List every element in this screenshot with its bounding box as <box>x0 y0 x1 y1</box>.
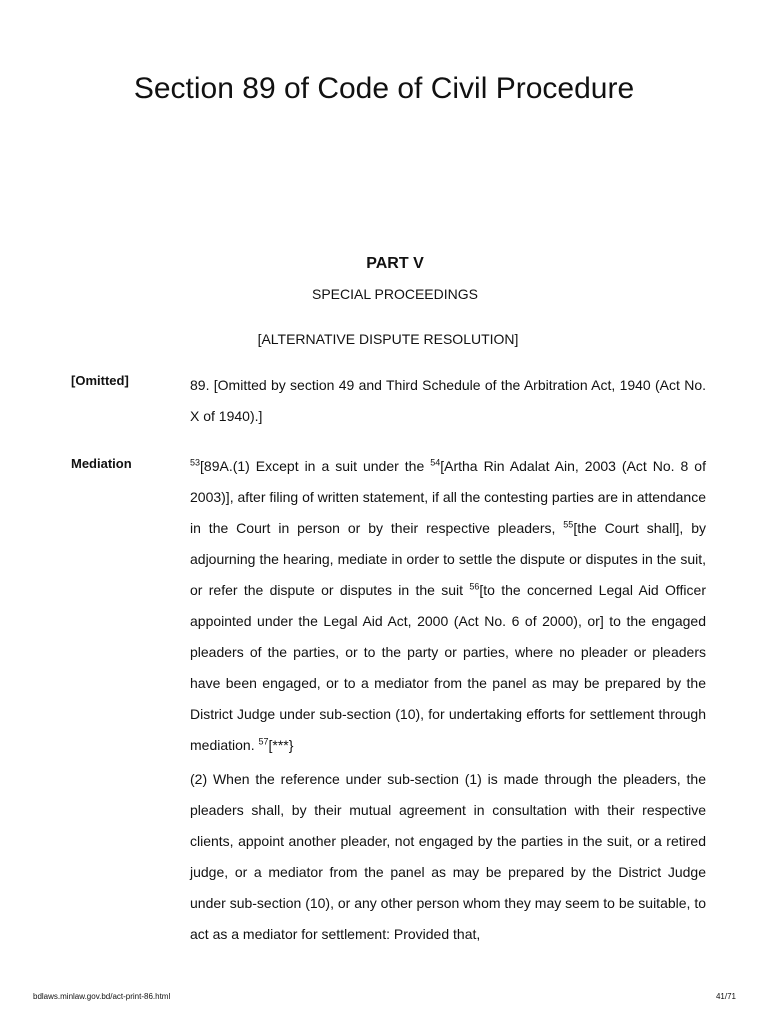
margin-note-omitted: [Omitted] <box>71 373 129 388</box>
text-run: [89A.(1) Except in a suit under the <box>200 458 431 474</box>
section-89a-text <box>190 451 706 950</box>
document-title: Section 89 of Code of Civil Procedure <box>133 72 635 105</box>
footnote-ref: 56 <box>469 581 480 592</box>
footnote-ref: 55 <box>563 519 574 530</box>
footnote-ref: 53 <box>190 457 201 468</box>
section-89-text <box>190 370 706 432</box>
text-run: [to the concerned Legal Aid Officer appointed under the Legal Aid Act, 2000 (Act No. 6 of 2000), or] to the engaged pleaders of the parties, or to the party or parties, where no pleader or pleaders have been engaged, or to a mediator from the panel as may be prepared by the District Judge under sub-section (10), for undertaking efforts for settlement through mediation. <box>190 582 706 753</box>
text-run: [Artha Rin Adalat Ain, 2003 (Act No. 8 of 2003)], after filing of written statement, if all the contesting parties are in attendance in the Court in person or by their respective pleaders, <box>190 458 706 536</box>
paragraph <box>190 764 706 950</box>
footnote-ref: 57 <box>258 736 269 747</box>
footer-url: bdlaws.minlaw.gov.bd/act-print-86.html <box>33 992 171 1001</box>
margin-note-mediation: Mediation <box>71 456 132 471</box>
paragraph <box>190 370 706 432</box>
part-subheading: SPECIAL PROCEEDINGS <box>312 286 478 302</box>
page-number: 41/71 <box>715 992 736 1001</box>
paragraph <box>190 451 706 761</box>
part-heading: PART V <box>366 255 424 272</box>
text-run: [***} <box>268 737 294 753</box>
text-run: (2) When the reference under sub-section (1) is made through the pleaders, the pleaders shall, by their mutual agreement in consultation with their respective clients, appoint another pleader, not engaged by the parties in the suit, or a retired judge, or a mediator from the panel as may be prepared by the District Judge under sub-section (10), or any other person whom they may seem to be suitable, to act as a mediator for settlement: Provided that, <box>190 771 706 942</box>
text-run: 89. [Omitted by section 49 and Third Schedule of the Arbitration Act, 1940 (Act No. X of 1940).] <box>190 377 706 424</box>
text-run: [the Court shall], by adjourning the hearing, mediate in order to settle the dispute or disputes in the suit, or refer the dispute or disputes in the suit <box>190 520 706 598</box>
footnote-ref: 54 <box>430 457 441 468</box>
chapter-heading: [ALTERNATIVE DISPUTE RESOLUTION] <box>257 331 519 347</box>
